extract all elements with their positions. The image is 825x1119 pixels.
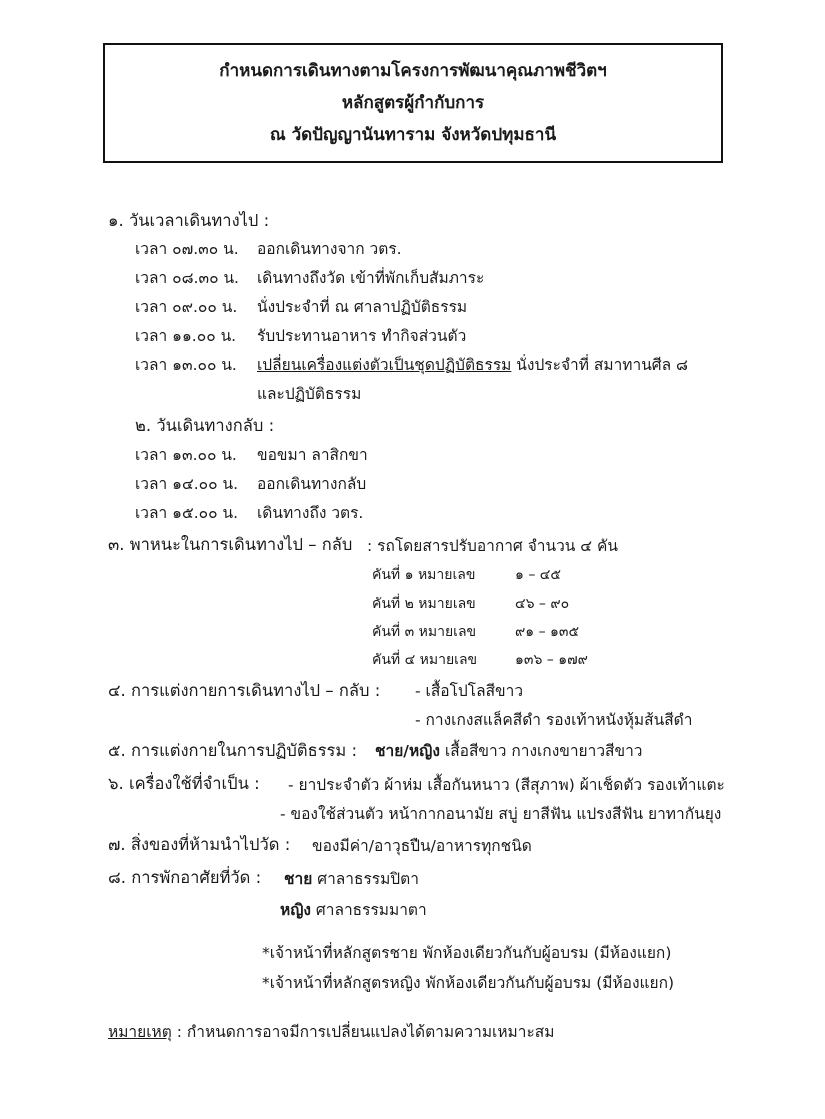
s5-value xyxy=(375,744,643,760)
s5-text: เสื้อสีขาว กางเกงขายาวสีขาว xyxy=(439,742,643,760)
section-5-heading: ๕. การแต่งกายในการปฏิบัติธรรม : xyxy=(108,741,358,760)
section-7-heading: ๗. สิ่งของที่ห้ามนำไปวัด : xyxy=(108,835,291,854)
s8-female xyxy=(280,903,427,919)
section-6-heading: ๖. เครื่องใช้ที่จำเป็น : xyxy=(108,774,260,793)
s2-time-3: เวลา ๑๕.๐๐ น. xyxy=(135,504,238,522)
vehicle-2-label: คันที่ ๒ หมายเลข xyxy=(372,596,476,612)
remark-text: : กำหนดการอาจมีการเปลี่ยนแปลงได้ตามความเหมาะสม xyxy=(171,1023,555,1041)
s8-male-text: ศาลาธรรมปิตา xyxy=(312,870,419,888)
section-2-heading: ๒. วันเดินทางกลับ : xyxy=(135,416,275,435)
s8-female-label: หญิง xyxy=(280,901,311,919)
section-8-heading: ๘. การพักอาศัยที่วัด : xyxy=(108,868,262,887)
title-line-3: ณ วัดปัญญานันทาราม จังหวัดปทุมธานี xyxy=(269,125,557,145)
s1-time-2: เวลา ๐๘.๓๐ น. xyxy=(135,269,239,287)
section-1-heading: ๑. วันเวลาเดินทางไป : xyxy=(108,211,270,230)
s1-text-1: ออกเดินทางจาก วตร. xyxy=(257,240,402,258)
title-line-1: กำหนดการเดินทางตามโครงการพัฒนาคุณภาพชีวิตฯ xyxy=(219,61,607,81)
s1-text-3: นั่งประจำที่ ณ ศาลาปฏิบัติธรรม xyxy=(257,298,468,316)
s8-note-2: *เจ้าหน้าที่หลักสูตรหญิง พักห้องเดียวกันกับผู้อบรม (มีห้องแยก) xyxy=(262,974,675,992)
section-4-heading: ๔. การแต่งกายการเดินทางไป – กลับ : xyxy=(108,681,381,700)
vehicle-4-label: คันที่ ๔ หมายเลข xyxy=(372,652,478,668)
remark-label: หมายเหตุ xyxy=(108,1023,172,1041)
vehicle-1-label: คันที่ ๑ หมายเลข xyxy=(372,567,476,583)
s2-time-1: เวลา ๑๓.๐๐ น. xyxy=(135,446,237,464)
s1-time-5: เวลา ๑๓.๐๐ น. xyxy=(135,356,237,374)
s8-male xyxy=(284,872,419,888)
vehicle-1-range: ๑ – ๔๕ xyxy=(515,567,561,583)
s8-female-text: ศาลาธรรมมาตา xyxy=(311,901,427,919)
remark xyxy=(108,1025,554,1041)
s1-text-5-rest: นั่งประจำที่ สมาทานศีล ๘ xyxy=(511,356,689,374)
s2-text-3: เดินทางถึง วตร. xyxy=(257,504,364,522)
s6-item-2: - ของใช้ส่วนตัว หน้ากากอนามัย สบู่ ยาสีฟัน แปรงสีฟัน ยาทากันยุง xyxy=(280,805,722,823)
s1-text-5 xyxy=(257,358,688,374)
s7-text: ของมีค่า/อาวุธปืน/อาหารทุกชนิด xyxy=(312,837,532,855)
s5-bold: ชาย/หญิง xyxy=(375,742,440,760)
s1-time-3: เวลา ๐๙.๐๐ น. xyxy=(135,298,238,316)
title-line-2: หลักสูตรผู้กำกับการ xyxy=(341,93,485,113)
vehicle-3-label: คันที่ ๓ หมายเลข xyxy=(372,624,477,640)
s8-male-label: ชาย xyxy=(284,870,313,888)
s1-time-4: เวลา ๑๑.๐๐ น. xyxy=(135,327,237,345)
s2-time-2: เวลา ๑๔.๐๐ น. xyxy=(135,475,238,493)
s1-text-4: รับประทานอาหาร ทำกิจส่วนตัว xyxy=(257,327,467,345)
s1-text-2: เดินทางถึงวัด เข้าที่พักเก็บสัมภาระ xyxy=(257,269,485,287)
s1-time-1: เวลา ๐๗.๓๐ น. xyxy=(135,240,239,258)
s8-note-1: *เจ้าหน้าที่หลักสูตรชาย พักห้องเดียวกันกับผู้อบรม (มีห้องแยก) xyxy=(262,944,672,962)
s1-text-5-underlined: เปลี่ยนเครื่องแต่งตัวเป็นชุดปฏิบัติธรรม xyxy=(257,356,512,374)
vehicle-4-range: ๑๓๖ – ๑๗๙ xyxy=(515,652,588,668)
s1-text-5-cont: และปฏิบัติธรรม xyxy=(257,385,362,403)
s4-item-1: - เสื้อโปโลสีขาว xyxy=(415,682,524,700)
title-box xyxy=(103,43,723,163)
s6-item-1: - ยาประจำตัว ผ้าห่ม เสื้อกันหนาว (สีสุภาพ) ผ้าเช็ดตัว รองเท้าแตะ xyxy=(288,776,725,794)
vehicle-3-range: ๙๑ – ๑๓๕ xyxy=(515,624,580,640)
s2-text-1: ขอขมา ลาสิกขา xyxy=(257,446,368,464)
s4-item-2: - กางเกงสแล็คสีดำ รองเท้าหนังหุ้มส้นสีดำ xyxy=(415,711,693,729)
section-3-heading: ๓. พาหนะในการเดินทางไป – กลับ xyxy=(108,535,353,554)
s2-text-2: ออกเดินทางกลับ xyxy=(257,475,367,493)
vehicle-2-range: ๔๖ – ๙๐ xyxy=(515,596,570,612)
s3-value: : รถโดยสารปรับอากาศ จำนวน ๔ คัน xyxy=(367,537,618,555)
